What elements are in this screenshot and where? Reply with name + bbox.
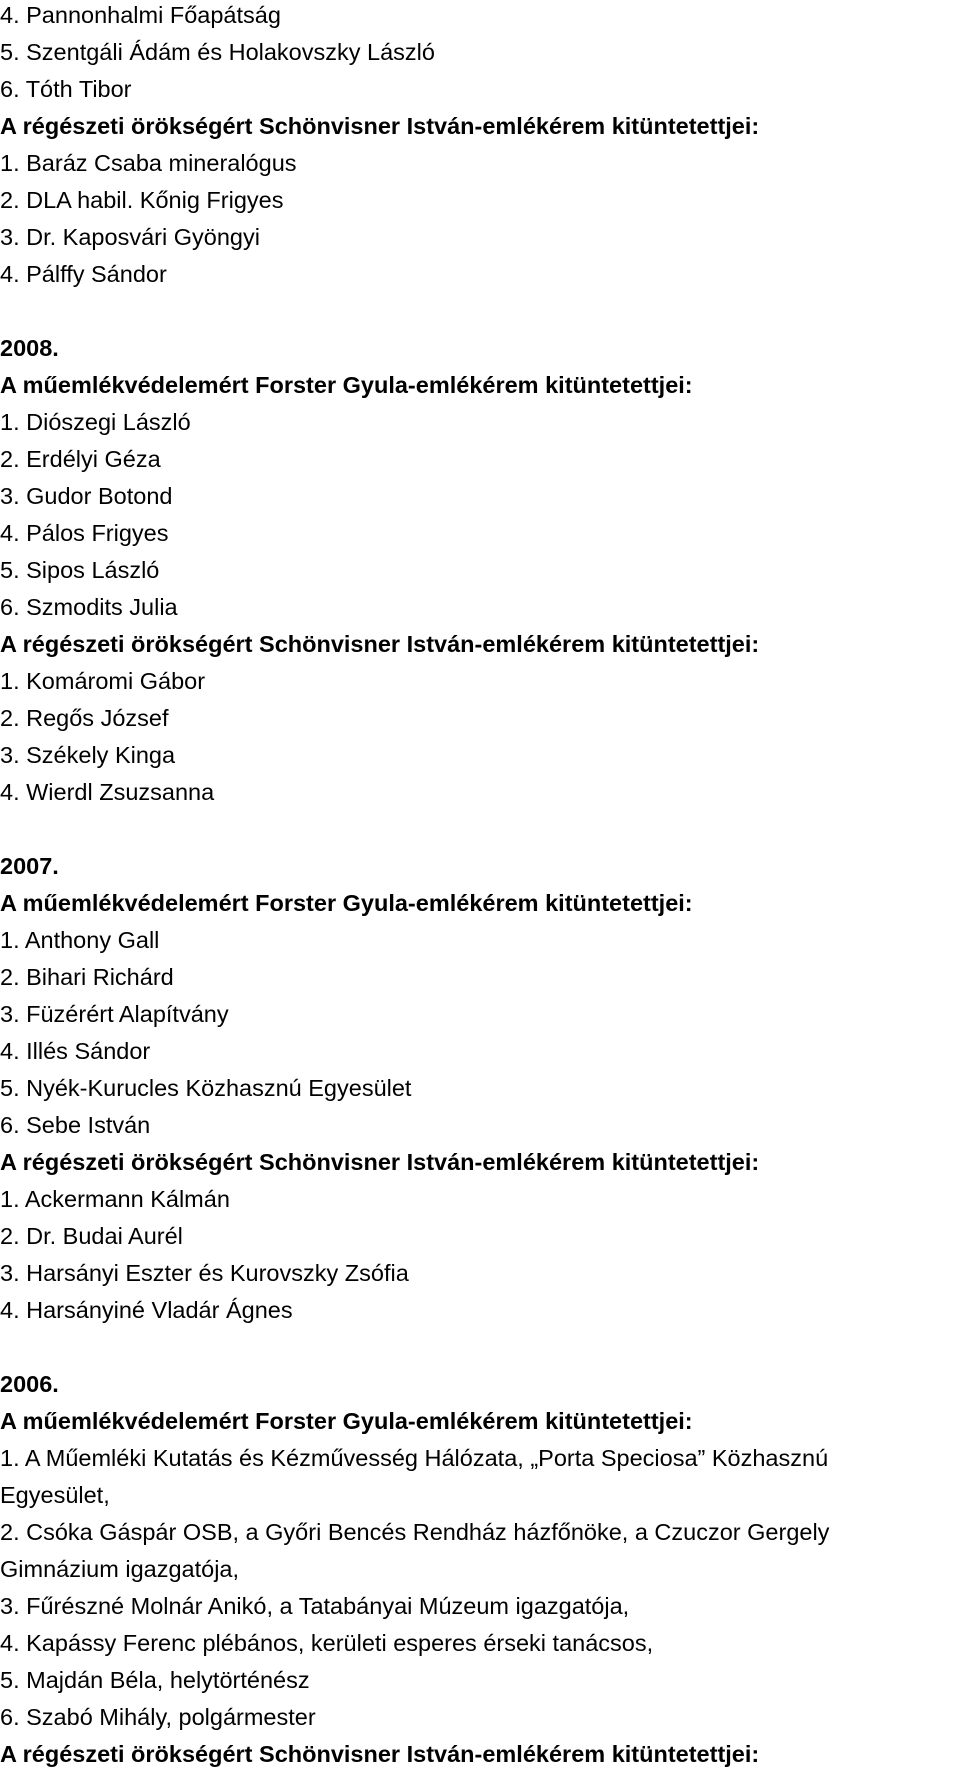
award-item: 6. Szmodits Julia [0,594,178,620]
schonvisner-heading: A régészeti örökségért Schönvisner István-emlékérem kitüntetettjei: [0,1741,760,1767]
award-item: 1. Baráz Csaba mineralógus [0,150,297,176]
award-item: 3. Harsányi Eszter és Kurovszky Zsófia [0,1260,409,1286]
award-item: 4. Kapássy Ferenc plébános, kerületi esperes érseki tanácsos, [0,1630,654,1656]
award-item: 2. Csóka Gáspár OSB, a Győri Bencés Rendház házfőnöke, a Czuczor Gergely [0,1519,830,1545]
award-item: 4. Harsányiné Vladár Ágnes [0,1297,293,1323]
award-item: 3. Dr. Kaposvári Gyöngyi [0,224,260,250]
award-item: 1. Komáromi Gábor [0,668,206,694]
forster-heading: A műemlékvédelemért Forster Gyula-emlékérem kitüntetettjei: [0,1408,693,1434]
award-item: 6. Szabó Mihály, polgármester [0,1704,316,1730]
award-item: 4. Pálos Frigyes [0,520,169,546]
schonvisner-heading: A régészeti örökségért Schönvisner István-emlékérem kitüntetettjei: [0,631,760,657]
schonvisner-heading: A régészeti örökségért Schönvisner István-emlékérem kitüntetettjei: [0,113,760,139]
award-item: 6. Tóth Tibor [0,76,132,102]
award-item: 1. A Műemléki Kutatás és Kézművesség Hálózata, „Porta Speciosa” Közhasznú [0,1445,829,1471]
award-item: 5. Sipos László [0,557,160,583]
award-item: 4. Wierdl Zsuzsanna [0,779,215,805]
forster-heading: A műemlékvédelemért Forster Gyula-emlékérem kitüntetettjei: [0,372,693,398]
award-item: 3. Székely Kinga [0,742,176,768]
award-item: 2. Regős József [0,705,169,731]
award-item-continuation: Egyesület, [0,1482,110,1508]
award-item: 2. Bihari Richárd [0,964,174,990]
award-item: 5. Szentgáli Ádám és Holakovszky László [0,39,435,65]
award-item: 2. Erdélyi Géza [0,446,161,472]
award-item: 3. Füzérért Alapítvány [0,1001,229,1027]
award-item: 2. Dr. Budai Aurél [0,1223,183,1249]
award-item: 1. Diószegi László [0,409,191,435]
award-item: 5. Majdán Béla, helytörténész [0,1667,310,1693]
award-item: 4. Illés Sándor [0,1038,151,1064]
award-item-continuation: Gimnázium igazgatója, [0,1556,240,1582]
award-item: 2. DLA habil. Kőnig Frigyes [0,187,284,213]
award-item: 4. Pannonhalmi Főapátság [0,2,281,28]
award-item: 6. Sebe István [0,1112,151,1138]
award-item: 4. Pálffy Sándor [0,261,167,287]
year-heading-2007: 2007. [0,853,59,879]
award-item: 3. Fűrészné Molnár Anikó, a Tatabányai Múzeum igazgatója, [0,1593,630,1619]
schonvisner-heading: A régészeti örökségért Schönvisner István-emlékérem kitüntetettjei: [0,1149,760,1175]
award-item: 1. Anthony Gall [0,927,160,953]
forster-heading: A műemlékvédelemért Forster Gyula-emlékérem kitüntetettjei: [0,890,693,916]
award-item: 1. Ackermann Kálmán [0,1186,230,1212]
year-heading-2006: 2006. [0,1371,59,1397]
award-item: 5. Nyék-Kurucles Közhasznú Egyesület [0,1075,412,1101]
award-item: 3. Gudor Botond [0,483,173,509]
year-heading-2008: 2008. [0,335,59,361]
